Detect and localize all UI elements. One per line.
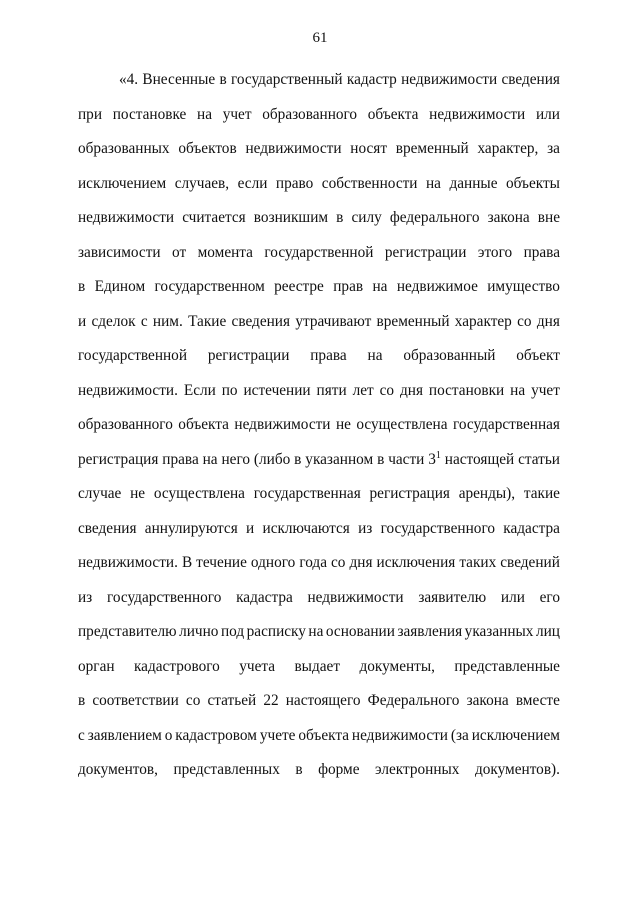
word: Федерального bbox=[367, 692, 460, 709]
word: носят bbox=[350, 140, 388, 157]
word: зависимости bbox=[78, 243, 161, 261]
word: лет bbox=[352, 381, 374, 399]
word: указанных bbox=[464, 623, 534, 640]
word: момента bbox=[197, 243, 253, 261]
word: регистрации bbox=[207, 347, 290, 364]
word: государственной bbox=[78, 347, 188, 364]
word: объект bbox=[516, 347, 560, 364]
text-line-21 bbox=[78, 753, 560, 788]
word: исключаются bbox=[262, 519, 350, 537]
word: сведения bbox=[501, 71, 560, 88]
word: дня bbox=[349, 554, 373, 571]
word: указанном bbox=[305, 450, 374, 468]
word: основании bbox=[325, 623, 395, 640]
word: прав bbox=[333, 278, 364, 295]
word: сведений bbox=[500, 554, 560, 571]
word: одного bbox=[250, 554, 296, 571]
word: право bbox=[275, 174, 314, 192]
word: дня bbox=[399, 381, 423, 399]
word: недвижимости bbox=[78, 209, 175, 226]
text-line-5 bbox=[78, 201, 560, 236]
text-line-9 bbox=[78, 339, 560, 374]
word: государственная bbox=[253, 485, 361, 502]
text-line-4 bbox=[78, 167, 560, 202]
word: настоящего bbox=[285, 692, 361, 709]
word: кадастрового bbox=[133, 657, 220, 675]
word: недвижимости bbox=[429, 105, 526, 123]
word: в bbox=[78, 692, 86, 709]
word: течение bbox=[196, 554, 247, 571]
word: дня bbox=[536, 312, 560, 330]
text-line-14 bbox=[78, 512, 560, 547]
word: $3^1$ bbox=[428, 449, 441, 468]
word: этого bbox=[477, 243, 513, 261]
word: имущество bbox=[487, 278, 560, 295]
word: о bbox=[164, 726, 173, 744]
word: на bbox=[202, 450, 218, 468]
text-line-19 bbox=[78, 684, 560, 719]
word: Едином bbox=[94, 278, 146, 295]
word: права bbox=[162, 450, 199, 468]
word: кадастра bbox=[236, 588, 293, 606]
word: и bbox=[78, 312, 87, 330]
word: расписку bbox=[246, 623, 306, 640]
word: на bbox=[425, 174, 441, 192]
word: исключением bbox=[471, 726, 560, 744]
text-line-2 bbox=[78, 98, 560, 133]
page-number: 61 bbox=[312, 30, 328, 46]
word: характер, bbox=[477, 140, 539, 157]
word: сведения bbox=[78, 519, 137, 537]
word: кадастр bbox=[346, 71, 397, 88]
word: «4. bbox=[119, 71, 139, 88]
word: в bbox=[336, 209, 344, 226]
word: ним. bbox=[152, 312, 183, 330]
word: недвижимое bbox=[396, 278, 478, 295]
word: объекты bbox=[505, 174, 560, 192]
word: федерального bbox=[389, 209, 480, 226]
word: на bbox=[197, 105, 212, 123]
word: части bbox=[388, 450, 425, 468]
word: документы, bbox=[359, 657, 435, 675]
word: на bbox=[367, 347, 383, 364]
word: постановке bbox=[112, 105, 187, 123]
word: кадастра bbox=[503, 519, 560, 537]
word: учет bbox=[222, 105, 252, 123]
text-line-17 bbox=[78, 615, 560, 650]
text-line-3 bbox=[78, 132, 560, 167]
word: в bbox=[377, 450, 385, 468]
word: орган bbox=[78, 657, 115, 675]
word: заявителю bbox=[418, 588, 487, 606]
word: осуществлена bbox=[356, 416, 448, 433]
word: Если bbox=[183, 381, 216, 399]
document-body bbox=[78, 63, 560, 788]
word: недвижимости bbox=[401, 71, 498, 88]
word: статьей bbox=[207, 692, 257, 709]
word: постановки bbox=[428, 381, 505, 399]
word: осуществлена bbox=[153, 485, 245, 502]
word: с bbox=[140, 312, 148, 330]
text-line-18 bbox=[78, 650, 560, 685]
word: права bbox=[523, 243, 560, 261]
word: со bbox=[379, 381, 395, 399]
text-line-16 bbox=[78, 581, 560, 616]
word: государственная bbox=[452, 416, 560, 433]
text-line-12 bbox=[78, 443, 560, 478]
word: за bbox=[547, 140, 560, 157]
text-line-10 bbox=[78, 374, 560, 409]
word: утрачивают bbox=[295, 312, 372, 330]
word: силу bbox=[351, 209, 382, 226]
word: года bbox=[299, 554, 327, 571]
word: закона bbox=[466, 692, 509, 709]
word: представленные bbox=[454, 657, 560, 675]
word: и bbox=[246, 519, 255, 537]
word: характер bbox=[454, 312, 512, 330]
word: (либо bbox=[253, 450, 291, 468]
word: исключением bbox=[78, 174, 167, 192]
word: государственного bbox=[106, 588, 222, 606]
word: недвижимости bbox=[351, 726, 448, 744]
word: учете bbox=[259, 726, 296, 744]
word: электронных bbox=[375, 761, 460, 778]
word: регистрации bbox=[384, 243, 467, 261]
word: в bbox=[78, 278, 86, 295]
word: лиц bbox=[535, 623, 560, 640]
word: под bbox=[220, 623, 245, 640]
word: аренды), bbox=[458, 485, 516, 502]
word: его bbox=[539, 588, 560, 606]
part-superscript: 1 bbox=[435, 449, 441, 461]
word: реестре bbox=[274, 278, 324, 295]
word: со bbox=[517, 312, 532, 330]
word: представленных bbox=[173, 761, 280, 778]
word: кадастровом bbox=[175, 726, 257, 744]
word: учета bbox=[239, 657, 276, 675]
word: недвижимости. bbox=[78, 554, 178, 571]
word: таких bbox=[459, 554, 497, 571]
word: регистрация bbox=[369, 485, 450, 502]
word: документов, bbox=[78, 761, 158, 778]
word: из bbox=[78, 588, 93, 606]
word: недвижимости. bbox=[78, 381, 178, 399]
word: данные bbox=[449, 174, 498, 192]
word: недвижимости bbox=[234, 416, 331, 433]
word: или bbox=[535, 105, 560, 123]
word: с bbox=[78, 726, 85, 744]
text-line-7 bbox=[78, 270, 560, 305]
word: настоящей bbox=[444, 450, 515, 468]
word: собственности bbox=[321, 174, 418, 192]
word: если bbox=[237, 174, 268, 192]
word: от bbox=[172, 243, 187, 261]
word: временный bbox=[395, 140, 469, 157]
word: со bbox=[331, 554, 346, 571]
word: (за bbox=[450, 726, 469, 744]
word: выдает bbox=[294, 657, 341, 675]
word: государственного bbox=[380, 519, 495, 537]
word: государственный bbox=[230, 71, 343, 88]
text-line-20 bbox=[78, 719, 560, 754]
word: В bbox=[181, 554, 193, 571]
word: в bbox=[295, 761, 303, 778]
word: права bbox=[310, 347, 347, 364]
word: со bbox=[185, 692, 201, 709]
word: вместе bbox=[515, 692, 560, 709]
word: статьи bbox=[518, 450, 560, 468]
word: истечении bbox=[243, 381, 311, 399]
word: аннулируются bbox=[144, 519, 238, 537]
word: образованный bbox=[403, 347, 496, 364]
word: на bbox=[372, 278, 388, 295]
word: форме bbox=[318, 761, 360, 778]
word: в bbox=[219, 71, 227, 88]
word: не bbox=[130, 485, 146, 502]
word: соответствии bbox=[92, 692, 179, 709]
word: недвижимости bbox=[307, 588, 404, 606]
word: вне bbox=[537, 209, 560, 226]
word: в bbox=[294, 450, 302, 468]
word: образованного bbox=[262, 105, 358, 123]
word: образованных bbox=[78, 140, 170, 157]
word: заявлением bbox=[87, 726, 162, 744]
word: документов). bbox=[474, 761, 560, 778]
word: на bbox=[308, 623, 324, 640]
word: Внесенные bbox=[142, 71, 216, 88]
word: объекта bbox=[298, 726, 350, 744]
word: исключения bbox=[376, 554, 456, 571]
word: образованного bbox=[78, 416, 173, 433]
text-line-1 bbox=[78, 63, 560, 98]
word: возникшим bbox=[253, 209, 329, 226]
word: объекта bbox=[178, 416, 229, 433]
word: объектов bbox=[178, 140, 237, 157]
text-line-15 bbox=[78, 546, 560, 581]
word: на bbox=[510, 381, 526, 399]
word: государственной bbox=[264, 243, 374, 261]
word: заявления bbox=[397, 623, 463, 640]
word: представителю bbox=[78, 623, 177, 640]
text-line-11 bbox=[78, 408, 560, 443]
word: или bbox=[500, 588, 525, 606]
word: сведения bbox=[231, 312, 291, 330]
word: пяти bbox=[316, 381, 347, 399]
word: государственном bbox=[154, 278, 265, 295]
word: временный bbox=[376, 312, 450, 330]
text-line-8 bbox=[78, 305, 560, 340]
word: из bbox=[358, 519, 373, 537]
text-line-6 bbox=[78, 236, 560, 271]
word: сделок bbox=[91, 312, 136, 330]
text-line-13 bbox=[78, 477, 560, 512]
word: Такие bbox=[188, 312, 227, 330]
word: объекта bbox=[367, 105, 419, 123]
word: при bbox=[78, 105, 103, 123]
word: случае bbox=[78, 485, 122, 502]
word: такие bbox=[523, 485, 560, 502]
word: регистрация bbox=[78, 450, 159, 468]
word: закона bbox=[487, 209, 530, 226]
word: учет bbox=[531, 381, 560, 399]
word: считается bbox=[182, 209, 246, 226]
word: него bbox=[221, 450, 251, 468]
word: не bbox=[335, 416, 351, 433]
word: 22 bbox=[263, 692, 279, 709]
word: случаев, bbox=[174, 174, 230, 192]
word: недвижимости bbox=[245, 140, 342, 157]
word: лично bbox=[179, 623, 219, 640]
word: по bbox=[221, 381, 238, 399]
